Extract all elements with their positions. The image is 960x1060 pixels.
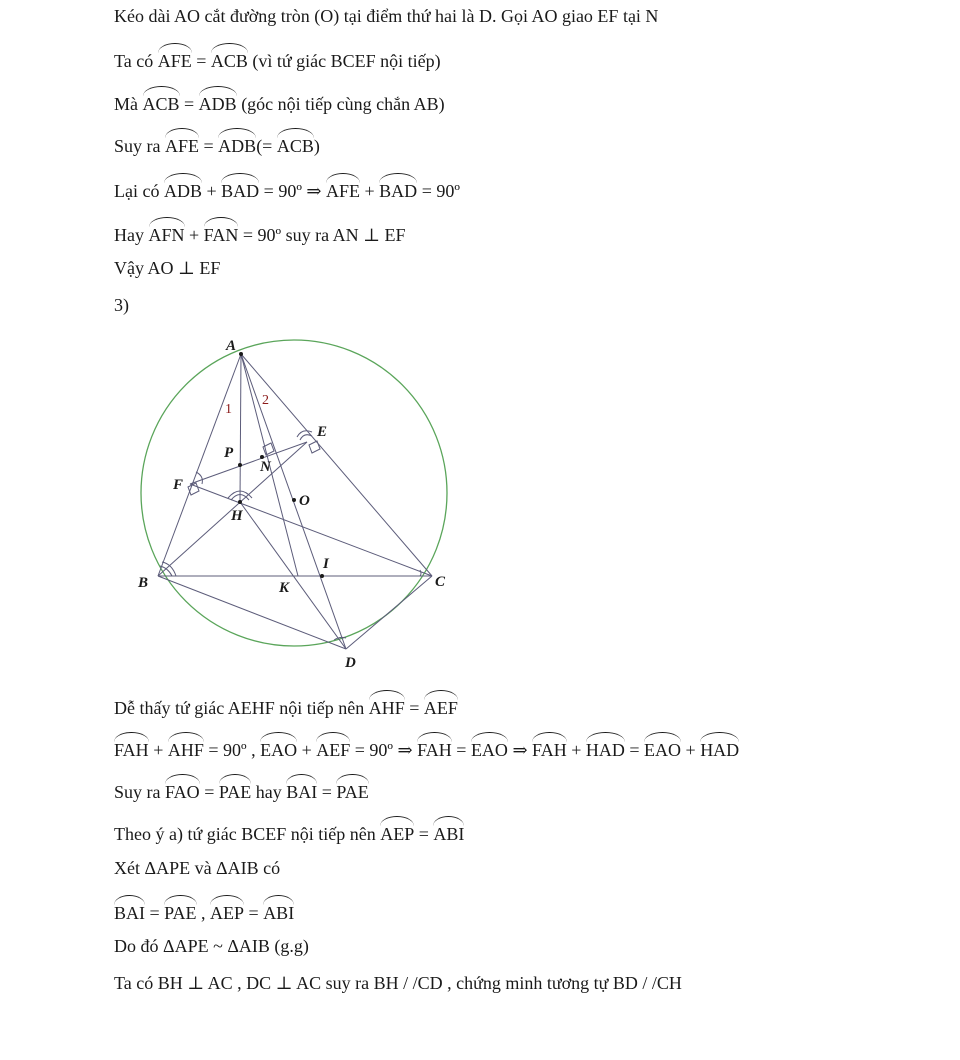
text-line xyxy=(114,971,682,995)
text-run: + xyxy=(360,181,380,201)
segment-ab xyxy=(158,354,241,576)
text-run: Ta có BH ⊥ AC , DC ⊥ AC suy ra BH / /CD , chứng minh tương tự BD / /CH xyxy=(114,973,682,993)
angle-arc-e-2 xyxy=(300,435,312,440)
label-p: P xyxy=(224,445,234,461)
angle-notation: AFE xyxy=(326,176,360,203)
text-run: Hay xyxy=(114,225,149,245)
text-run: + xyxy=(184,225,204,245)
angle-notation: AFN xyxy=(149,220,185,247)
right-angle-f xyxy=(188,483,199,495)
text-line xyxy=(114,46,441,73)
angle-number-2: 2 xyxy=(262,393,269,408)
text-line xyxy=(114,4,658,28)
text-line xyxy=(114,735,739,762)
angle-notation: ACB xyxy=(143,89,180,116)
text-run: = xyxy=(145,903,165,923)
angle-notation: FAO xyxy=(165,777,200,804)
angle-notation: ACB xyxy=(211,46,248,73)
text-run: Dễ thấy tứ giác AEHF nội tiếp nên xyxy=(114,698,369,718)
point-h xyxy=(238,500,242,504)
text-run: = xyxy=(191,51,211,71)
angle-notation: BAD xyxy=(379,176,417,203)
angle-notation: HAD xyxy=(700,735,739,762)
angle-notation: BAD xyxy=(221,176,259,203)
point-p xyxy=(238,463,242,467)
text-run: (vì tứ giác BCEF nội tiếp) xyxy=(247,51,441,71)
angle-notation: AFE xyxy=(158,46,192,73)
angle-marks xyxy=(160,431,421,640)
text-run: = 90º suy ra AN ⊥ EF xyxy=(238,225,406,245)
angle-notation: ACB xyxy=(277,131,314,158)
text-run: Mà xyxy=(114,94,143,114)
angle-notation: FAH xyxy=(417,735,452,762)
label-i: I xyxy=(323,556,329,572)
text-run: = xyxy=(179,94,199,114)
angle-notation: ADB xyxy=(199,89,237,116)
text-run: = 90º ⇒ xyxy=(259,181,326,201)
text-run: Xét ΔAPE và ΔAIB có xyxy=(114,858,281,878)
angle-notation: FAH xyxy=(114,735,149,762)
text-run: hay xyxy=(251,782,287,802)
text-run: Ta có xyxy=(114,51,158,71)
angle-notation: FAN xyxy=(204,220,239,247)
text-line xyxy=(114,693,458,720)
text-run: Lại có xyxy=(114,181,164,201)
label-e: E xyxy=(317,424,328,440)
angle-notation: EAO xyxy=(471,735,508,762)
text-run: (= xyxy=(256,136,277,156)
text-run: = xyxy=(317,782,337,802)
text-line xyxy=(114,89,445,116)
text-run: + xyxy=(566,740,586,760)
text-run: Vậy AO ⊥ EF xyxy=(114,258,221,278)
angle-notation: PAE xyxy=(336,777,368,804)
angle-notation: AFE xyxy=(165,131,199,158)
text-line xyxy=(114,856,280,880)
text-run: = xyxy=(199,136,219,156)
angle-number-1: 1 xyxy=(225,402,232,417)
text-run: = xyxy=(451,740,471,760)
angle-notation: AHF xyxy=(369,693,405,720)
text-run: Suy ra xyxy=(114,782,165,802)
text-run: = 90º xyxy=(417,181,460,201)
text-run: Theo ý a) tứ giác BCEF nội tiếp nên xyxy=(114,824,381,844)
angle-notation: BAI xyxy=(114,898,145,925)
angle-arc-f xyxy=(196,472,202,484)
circumcircle-o xyxy=(141,340,447,646)
angle-notation: EAO xyxy=(644,735,681,762)
text-line xyxy=(114,819,464,846)
segment-bd xyxy=(158,576,346,649)
angle-notation: ABI xyxy=(263,898,294,925)
text-run: ) xyxy=(313,136,320,156)
text-run: + xyxy=(681,740,701,760)
label-n: N xyxy=(260,459,271,475)
text-run: = xyxy=(199,782,219,802)
text-line xyxy=(114,220,406,247)
angle-arc-c xyxy=(420,570,421,576)
angle-notation: AEF xyxy=(316,735,350,762)
segment-cd xyxy=(346,576,432,649)
angle-notation: HAD xyxy=(586,735,625,762)
text-run: = xyxy=(404,698,424,718)
angle-notation: ABI xyxy=(433,819,464,846)
text-run: = 90º ⇒ xyxy=(350,740,418,760)
text-run: Kéo dài AO cắt đường tròn (O) tại điểm thứ hai là D. Gọi AO giao EF tại N xyxy=(114,6,659,26)
angle-notation: PAE xyxy=(164,898,196,925)
angle-notation: FAH xyxy=(532,735,567,762)
label-f: F xyxy=(173,477,184,493)
text-run: = xyxy=(624,740,645,760)
text-line xyxy=(114,934,309,958)
text-run: , xyxy=(196,903,211,923)
point-i xyxy=(320,574,324,578)
text-run: + xyxy=(297,740,317,760)
label-d: D xyxy=(345,655,356,671)
angle-notation: AHF xyxy=(168,735,204,762)
text-run: = xyxy=(414,824,434,844)
text-run: Do đó ΔAPE ~ ΔAIB (g.g) xyxy=(114,936,309,956)
angle-notation: BAI xyxy=(286,777,317,804)
text-run: 3) xyxy=(114,295,129,315)
geometry-figure xyxy=(130,330,460,680)
segment-ef xyxy=(190,442,307,484)
text-line xyxy=(114,256,220,280)
angle-notation: AEP xyxy=(210,898,244,925)
text-run: Suy ra xyxy=(114,136,165,156)
label-k: K xyxy=(279,580,290,596)
angle-notation: ADB xyxy=(218,131,256,158)
label-o: O xyxy=(299,493,310,509)
text-run: + xyxy=(148,740,168,760)
text-line xyxy=(114,898,294,925)
segment-cf xyxy=(190,484,432,576)
label-b: B xyxy=(138,575,149,591)
angle-notation: AEF xyxy=(424,693,458,720)
angle-notation: EAO xyxy=(260,735,297,762)
right-angle-e xyxy=(309,441,320,453)
text-run: + xyxy=(202,181,222,201)
text-line xyxy=(114,777,369,804)
angle-notation: AEP xyxy=(380,819,414,846)
text-line xyxy=(114,176,460,203)
angle-notation: ADB xyxy=(164,176,202,203)
text-run: ⇒ xyxy=(507,740,533,760)
text-run: = 90º , xyxy=(203,740,261,760)
text-run: = xyxy=(244,903,264,923)
text-run: (góc nội tiếp cùng chắn AB) xyxy=(236,94,445,114)
segment-ah xyxy=(240,354,241,502)
point-a xyxy=(239,352,243,356)
label-h: H xyxy=(231,508,243,524)
label-a: A xyxy=(226,338,237,354)
text-line xyxy=(114,293,129,317)
label-c: C xyxy=(435,574,446,590)
angle-notation: PAE xyxy=(219,777,251,804)
point-o xyxy=(292,498,296,502)
text-line xyxy=(114,131,320,158)
